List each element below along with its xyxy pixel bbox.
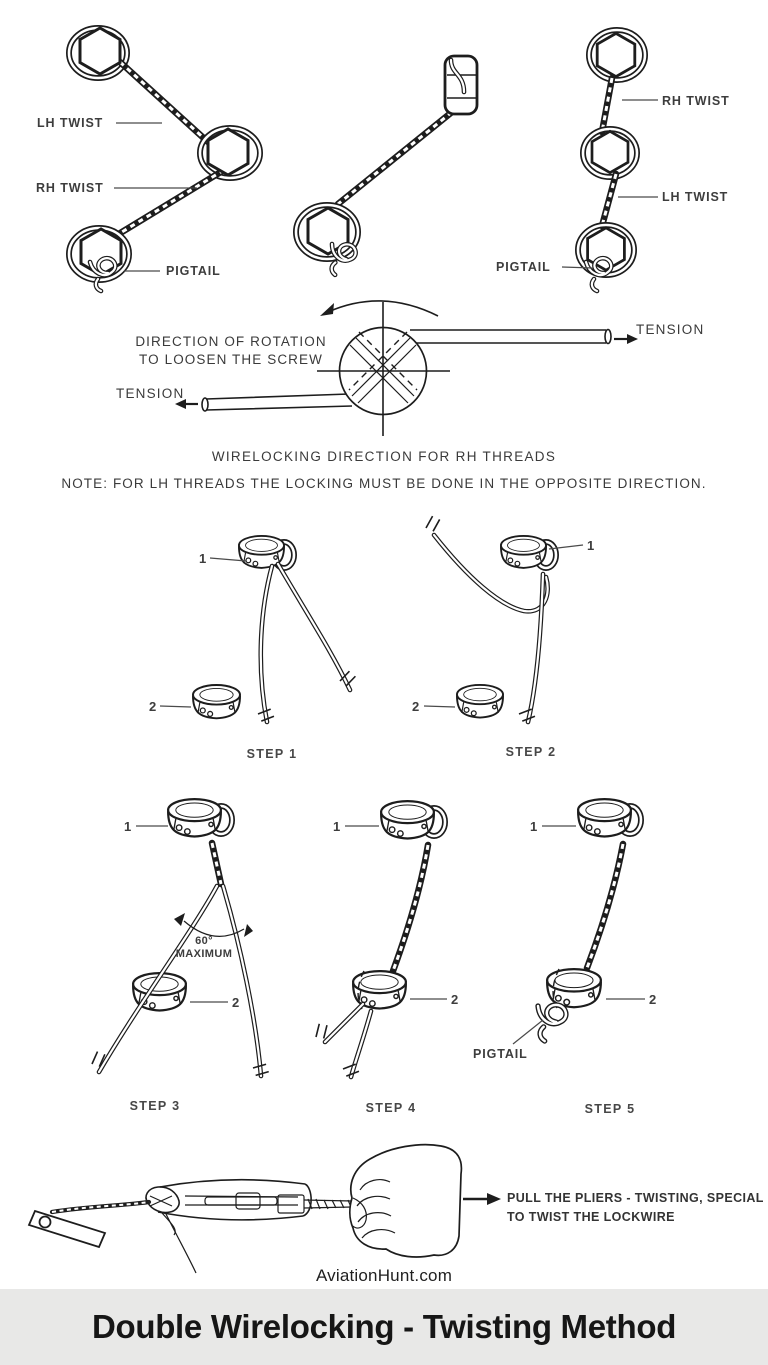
angle-value: 60°	[195, 935, 213, 947]
angle-qualifier: MAXIMUM	[175, 948, 233, 960]
hex-bolt	[80, 28, 120, 74]
twisted-wire	[602, 174, 616, 226]
hex-bolt	[592, 131, 628, 172]
angle-arrowhead-left	[174, 913, 185, 926]
pliers-rod	[205, 1197, 277, 1205]
site-credit: AviationHunt.com	[315, 1266, 453, 1285]
twisted-wire	[587, 844, 623, 968]
callout-step2-bolt2: 2	[412, 699, 420, 714]
leader-line-step1-2	[160, 706, 191, 707]
wire-left-end-cap	[202, 398, 208, 411]
wire-tab	[29, 1211, 105, 1247]
pliers-figure	[29, 1145, 501, 1273]
label-pigtail-left: PIGTAIL	[166, 264, 221, 278]
label-lh-twist-left: LH TWIST	[37, 116, 104, 130]
label-tension-right: TENSION	[636, 322, 705, 337]
label-pigtail-step5: PIGTAIL	[473, 1047, 528, 1061]
callout-step5-bolt2: 2	[649, 992, 657, 1007]
wirelocking-note: NOTE: FOR LH THREADS THE LOCKING MUST BE DONE IN THE OPPOSITE DIRECTION.	[61, 476, 707, 491]
step-3-label: STEP 3	[129, 1099, 181, 1113]
wire-right	[410, 330, 606, 343]
title-band	[0, 1289, 768, 1365]
label-rh-twist-right: RH TWIST	[662, 94, 730, 108]
pliers-lock-block	[278, 1195, 304, 1213]
bolt-head-1	[501, 536, 546, 568]
bolt-head-2	[547, 969, 601, 1007]
pliers-instruction	[507, 1189, 764, 1227]
wire-break-mark	[423, 514, 443, 533]
leader-line-step2-2	[424, 706, 455, 707]
bolt-head-1	[168, 799, 221, 836]
label-rh-twist-left: RH TWIST	[36, 181, 104, 195]
callout-step3-bolt1: 1	[124, 819, 132, 834]
pliers-instruction-line1: PULL THE PLIERS - TWISTING, SPECIAL	[507, 1191, 764, 1205]
top-left-wirelocked-bolts	[69, 28, 260, 291]
lockwire-highlight	[99, 886, 217, 1072]
callout-step1-bolt2: 2	[149, 699, 157, 714]
bolt-head-2	[457, 685, 503, 718]
callout-step1-bolt1: 1	[199, 551, 207, 566]
label-lh-twist-right: LH TWIST	[662, 190, 729, 204]
step-2-figure	[423, 514, 556, 724]
rotation-arrowhead	[320, 303, 334, 316]
step-1-figure	[193, 536, 357, 724]
lockwire	[528, 574, 543, 722]
bolt-head-2	[193, 685, 240, 718]
step-2-label: STEP 2	[505, 745, 557, 759]
rotation-caption	[135, 333, 326, 369]
hex-bolt	[597, 33, 635, 76]
pliers-upper-handle	[160, 1180, 305, 1187]
twisted-wire	[602, 78, 612, 132]
callout-step4-bolt1: 1	[333, 819, 341, 834]
step-4-label: STEP 4	[365, 1101, 417, 1115]
rotation-caption-line1: DIRECTION OF ROTATION	[135, 334, 327, 349]
pull-direction-arrow-head	[487, 1193, 501, 1205]
callout-step4-bolt2: 2	[451, 992, 459, 1007]
bolt-head-1	[381, 801, 434, 838]
wire-left	[206, 394, 352, 410]
bolt-head-1	[578, 799, 631, 836]
hex-bolt	[208, 129, 248, 175]
rotation-caption-line2: TO LOOSEN THE SCREW	[139, 352, 323, 367]
wirelocking-heading: WIRELOCKING DIRECTION FOR RH THREADS	[211, 449, 557, 464]
top-middle-wirelocked-fitting	[296, 56, 477, 279]
top-right-wirelocked-bolts	[578, 30, 645, 291]
hand-fist	[350, 1145, 462, 1257]
stray-wire-long	[166, 1214, 196, 1273]
pliers-jaw-lines	[150, 1196, 172, 1206]
step-4-figure	[311, 801, 445, 1079]
label-tension-left: TENSION	[116, 386, 185, 401]
tab-hole	[40, 1217, 51, 1228]
stray-wire-short	[162, 1213, 175, 1235]
label-pigtail-right: PIGTAIL	[496, 260, 551, 274]
angle-arrowhead-right	[244, 924, 253, 937]
page-title: Double Wirelocking - Twisting Method	[91, 1308, 677, 1345]
twisted-wire	[393, 845, 428, 971]
pliers-instruction-line2: TO TWIST THE LOCKWIRE	[507, 1210, 675, 1224]
pliers-knob	[236, 1193, 260, 1209]
lockwire-highlight	[351, 1011, 371, 1077]
callout-step5-bolt1: 1	[530, 819, 538, 834]
step-5-figure	[532, 799, 641, 1044]
step-1-label: STEP 1	[246, 747, 298, 761]
lockwire-highlight	[325, 1004, 363, 1042]
lockwire	[223, 886, 261, 1076]
wire-right-end-cap	[605, 330, 611, 344]
step-5-label: STEP 5	[584, 1102, 636, 1116]
callout-step2-bolt1: 1	[587, 538, 595, 553]
callout-step3-bolt2: 2	[232, 995, 240, 1010]
angle-annotation	[176, 935, 233, 961]
